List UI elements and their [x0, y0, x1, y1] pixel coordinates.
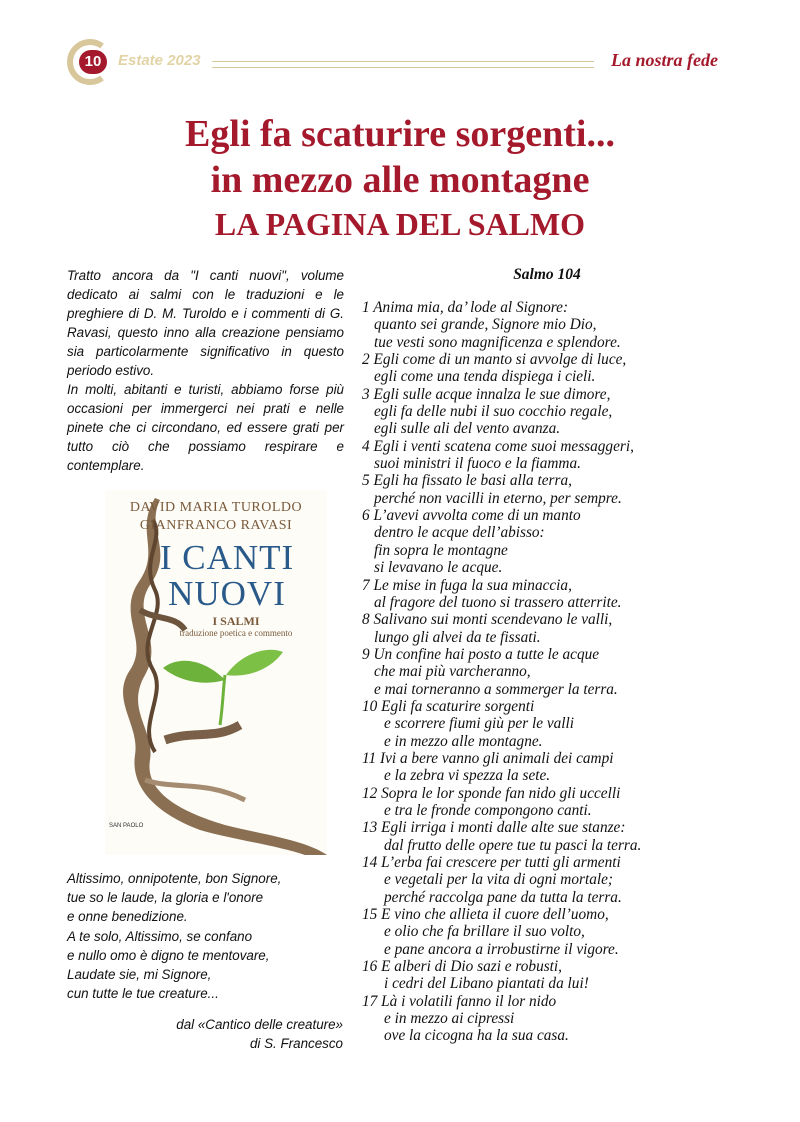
book-title: NUOVI: [168, 574, 286, 613]
verse-line: e vegetali per la vita di ogni mortale;: [384, 871, 613, 889]
verse-line: ove la cicogna ha la sua casa.: [384, 1027, 569, 1045]
verse-line: al fragore del tuono si trassero atterrite.: [374, 593, 622, 611]
book-subtitle: I SALMI: [212, 614, 260, 628]
verse-line: e mai torneranno a sommerger la terra.: [374, 680, 618, 698]
verse-line: tue vesti sono magnificenza e splendore.: [374, 333, 621, 351]
psalm-title: Salmo 104: [513, 266, 581, 283]
intro-text: [67, 266, 344, 475]
verse-line: 6 L’avevi avvolta come di un manto: [362, 507, 581, 525]
verse-line: 14 L’erba fai crescere per tutti gli armenti: [362, 854, 621, 871]
headline-line-2: in mezzo alle montagne: [210, 159, 590, 201]
publisher-logo: SAN PAOLO: [109, 823, 144, 829]
poem-line: tue so le laude, la gloria e l'onore: [67, 890, 264, 906]
verse-line: egli sulle ali del vento avanza.: [374, 420, 561, 438]
verse-line: quanto sei grande, Signore mio Dio,: [374, 316, 597, 334]
verse-line: e in mezzo ai cipressi: [384, 1010, 515, 1028]
verse-line: 13 Egli irriga i monti dalle alte sue stanze:: [362, 819, 626, 837]
intro-paragraph: Tratto ancora da "I canti nuovi", volume dedicato ai salmi con le traduzioni e le preghiere di D. M. Turoldo e i commenti di G. Ravasi, questo inno alla creazione pensiamo sia particolarmente significativo in questo periodo estivo.: [67, 268, 344, 378]
verse-line: si levavano le acque.: [374, 559, 503, 577]
verse-line: e in mezzo alle montagne.: [384, 732, 543, 750]
book-author: GIANFRANCO RAVASI: [139, 518, 293, 533]
book-title: I CANTI: [159, 538, 295, 577]
verse-line: 10 Egli fa scaturire sorgenti: [362, 697, 535, 715]
verse-line: lungo gli alvei da te fissati.: [374, 628, 541, 646]
verse-line: 2 Egli come di un manto si avvolge di luce,: [362, 351, 627, 369]
poem-line: cun tutte le tue creature...: [67, 986, 219, 1002]
verse-line: 16 E alberi di Dio sazi e robusti,: [362, 958, 562, 976]
intro-paragraph: In molti, abitanti e turisti, abbiamo forse più occasioni per immergerci nei prati e nelle pinete che ci circondano, ed essere grati per tutto ciò che possiamo respirare e contemplare.: [67, 382, 344, 473]
attribution-line: dal «Cantico delle creature»: [176, 1017, 343, 1032]
issue-label: Estate 2023: [118, 52, 201, 69]
verse-line: e olio che fa brillare il suo volto,: [384, 923, 585, 941]
poem-line: e nullo omo è digno te mentovare,: [67, 947, 270, 963]
poem-line: Altissimo, onnipotente, bon Signore,: [67, 871, 282, 886]
verse-line: dentro le acque dell’abisso:: [374, 524, 545, 542]
attribution-line: di S. Francesco: [249, 1036, 343, 1051]
verse-line: e scorrere fiumi giù per le valli: [384, 715, 575, 733]
verse-line: i cedri del Libano piantati da lui!: [384, 975, 589, 993]
verse-line: perché non vacilli in eterno, per sempre.: [374, 489, 622, 507]
book-cover: [105, 490, 327, 855]
page-number: 10: [79, 50, 107, 74]
poem-line: A te solo, Altissimo, se confano: [67, 928, 253, 944]
verse-line: che mai più varcheranno,: [374, 663, 531, 681]
header-rule: [212, 61, 594, 68]
verse-line: 17 Là i volatili fanno il lor nido: [362, 992, 557, 1010]
book-author: DAVID MARIA TUROLDO: [129, 500, 303, 515]
verse-line: e tra le fronde compongono canti.: [384, 801, 592, 819]
verse-line: 8 Salivano sui monti scendevano le valli,: [362, 611, 613, 629]
quote-attribution: [150, 1015, 343, 1053]
verse-line: perché raccolga pane da tutta la terra.: [384, 888, 622, 906]
headline-line-1: Egli fa scaturire sorgenti...: [185, 113, 615, 155]
verse-line: 5 Egli ha fissato le basi alla terra,: [362, 472, 572, 490]
verse-line: e pane ancora a irrobustirne il vigore.: [384, 940, 619, 958]
section-label: La nostra fede: [611, 50, 718, 70]
verse-line: 3 Egli sulle acque innalza le sue dimore,: [362, 385, 611, 403]
poem-line: e onne benedizione.: [67, 909, 188, 925]
verse-line: dal frutto delle opere tue tu pasci la terra.: [384, 836, 642, 854]
verse-line: 9 Un confine hai posto a tutte le acque: [362, 645, 600, 663]
book-tagline: traduzione poetica e commento: [179, 628, 293, 638]
verse-line: egli fa delle nubi il suo cocchio regale,: [374, 403, 613, 421]
verse-line: 15 E vino che allieta il cuore dell’uomo,: [362, 906, 609, 924]
verse-line: fin sopra le montagne: [374, 541, 508, 559]
verse-line: egli come una tenda dispiega i cieli.: [374, 368, 596, 386]
psalm-verses: [362, 299, 742, 1045]
verse-line: 12 Sopra le lor sponde fan nido gli uccelli: [362, 784, 621, 802]
cantico-quote: [67, 869, 281, 1003]
verse-line: suoi ministri il fuoco e la fiamma.: [374, 455, 581, 473]
verse-line: e la zebra vi spezza la sete.: [384, 767, 551, 785]
headline-subtitle: LA PAGINA DEL SALMO: [214, 206, 586, 242]
verse-line: 4 Egli i venti scatena come suoi messaggeri,: [362, 437, 634, 455]
verse-line: 7 Le mise in fuga la sua minaccia,: [362, 576, 572, 594]
page-header: [0, 0, 800, 90]
verse-line: 1 Anima mia, da’ lode al Signore:: [362, 299, 569, 316]
poem-line: Laudate sie, mi Signore,: [67, 967, 212, 983]
verse-line: 11 Ivi a bere vanno gli animali dei campi: [362, 749, 614, 767]
